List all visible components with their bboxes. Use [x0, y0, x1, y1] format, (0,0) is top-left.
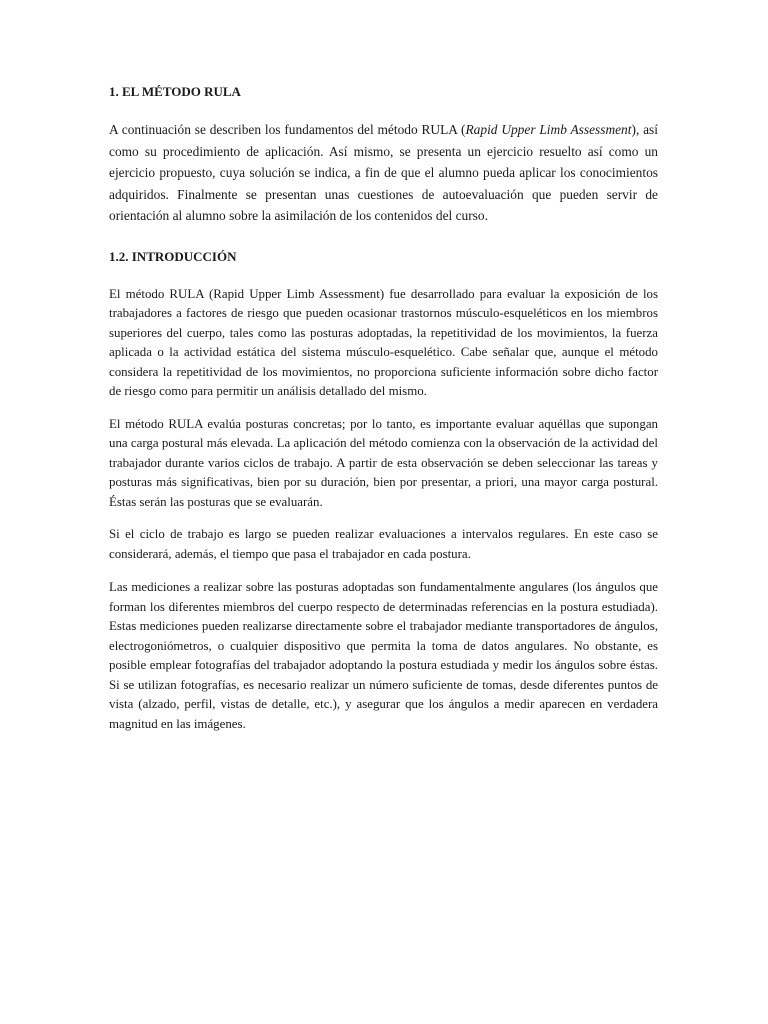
body-paragraph-2: El método RULA evalúa posturas concretas; por lo tanto, es importante evaluar aquéllas que supongan una carga postural más elevada. La aplicación del método comienza con la observación de la actividad del trabajador durante varios ciclos de trabajo. A partir de esta observación se deben seleccionar las tareas y posturas más significativas, bien por su duración, bien por presentar, a priori, una mayor carga postural. Éstas serán las posturas que se evaluarán. — [109, 416, 658, 509]
body-paragraph-3: Si el ciclo de trabajo es largo se pueden realizar evaluaciones a intervalos regulares. En este caso se considerará, además, el tiempo que pasa el trabajador en cada postura. — [109, 527, 658, 561]
intro-text-italic: Rapid Upper Limb Assessment — [465, 122, 632, 137]
intro-text-start: A continuación se describen los fundamentos del método RULA ( — [109, 122, 466, 137]
intro-text-end: ), así como su procedimiento de aplicación. Así mismo, se presenta un ejercicio resuelto así como un ejercicio propuesto, cuya solución se indica, a fin de que el alumno pueda aplicar los conocimientos adquiridos. Finalmente se presentan unas cuestiones de autoevaluación que pueden servir de orientación al alumno sobre la asimilación de los contenidos del curso. — [109, 122, 658, 223]
document-page — [109, 82, 658, 734]
intro-paragraph — [109, 119, 658, 227]
section-heading-introduccion: 1.2. INTRODUCCIÓN — [109, 248, 237, 264]
body-paragraph-4: Las mediciones a realizar sobre las posturas adoptadas son fundamentalmente angulares (los ángulos que forman los diferentes miembros del cuerpo respecto de determinadas referencias en la postura estudiada). Estas mediciones pueden realizarse directamente sobre el trabajador mediante transportadores de ángulos, electrogoniómetros, o cualquier dispositivo que permita la toma de datos angulares. No obstante, es posible emplear fotografías del trabajador adoptando la postura estudiada y medir los ángulos sobre éstas. Si se utilizan fotografías, es necesario realizar un número suficiente de tomas, desde diferentes puntos de vista (alzado, perfil, vistas de detalle, etc.), y asegurar que los ángulos a medir aparecen en verdadera magnitud en las imágenes. — [109, 580, 658, 731]
body-paragraph-1: El método RULA (Rapid Upper Limb Assessment) fue desarrollado para evaluar la exposición de los trabajadores a factores de riesgo que pueden ocasionar trastornos músculo-esqueléticos en los miembros superiores del cuerpo, tales como las posturas adoptadas, la repetitividad de los movimientos, la fuerza aplicada o la actividad estática del sistema músculo-esquelético. Cabe señalar que, aunque el método considera la repetitividad de los movimientos, no proporciona suficiente información sobre dicho factor de riesgo como para permitir un análisis detallado del mismo. — [109, 286, 658, 398]
section-heading-metodo-rula: 1. EL MÉTODO RULA — [109, 84, 241, 99]
